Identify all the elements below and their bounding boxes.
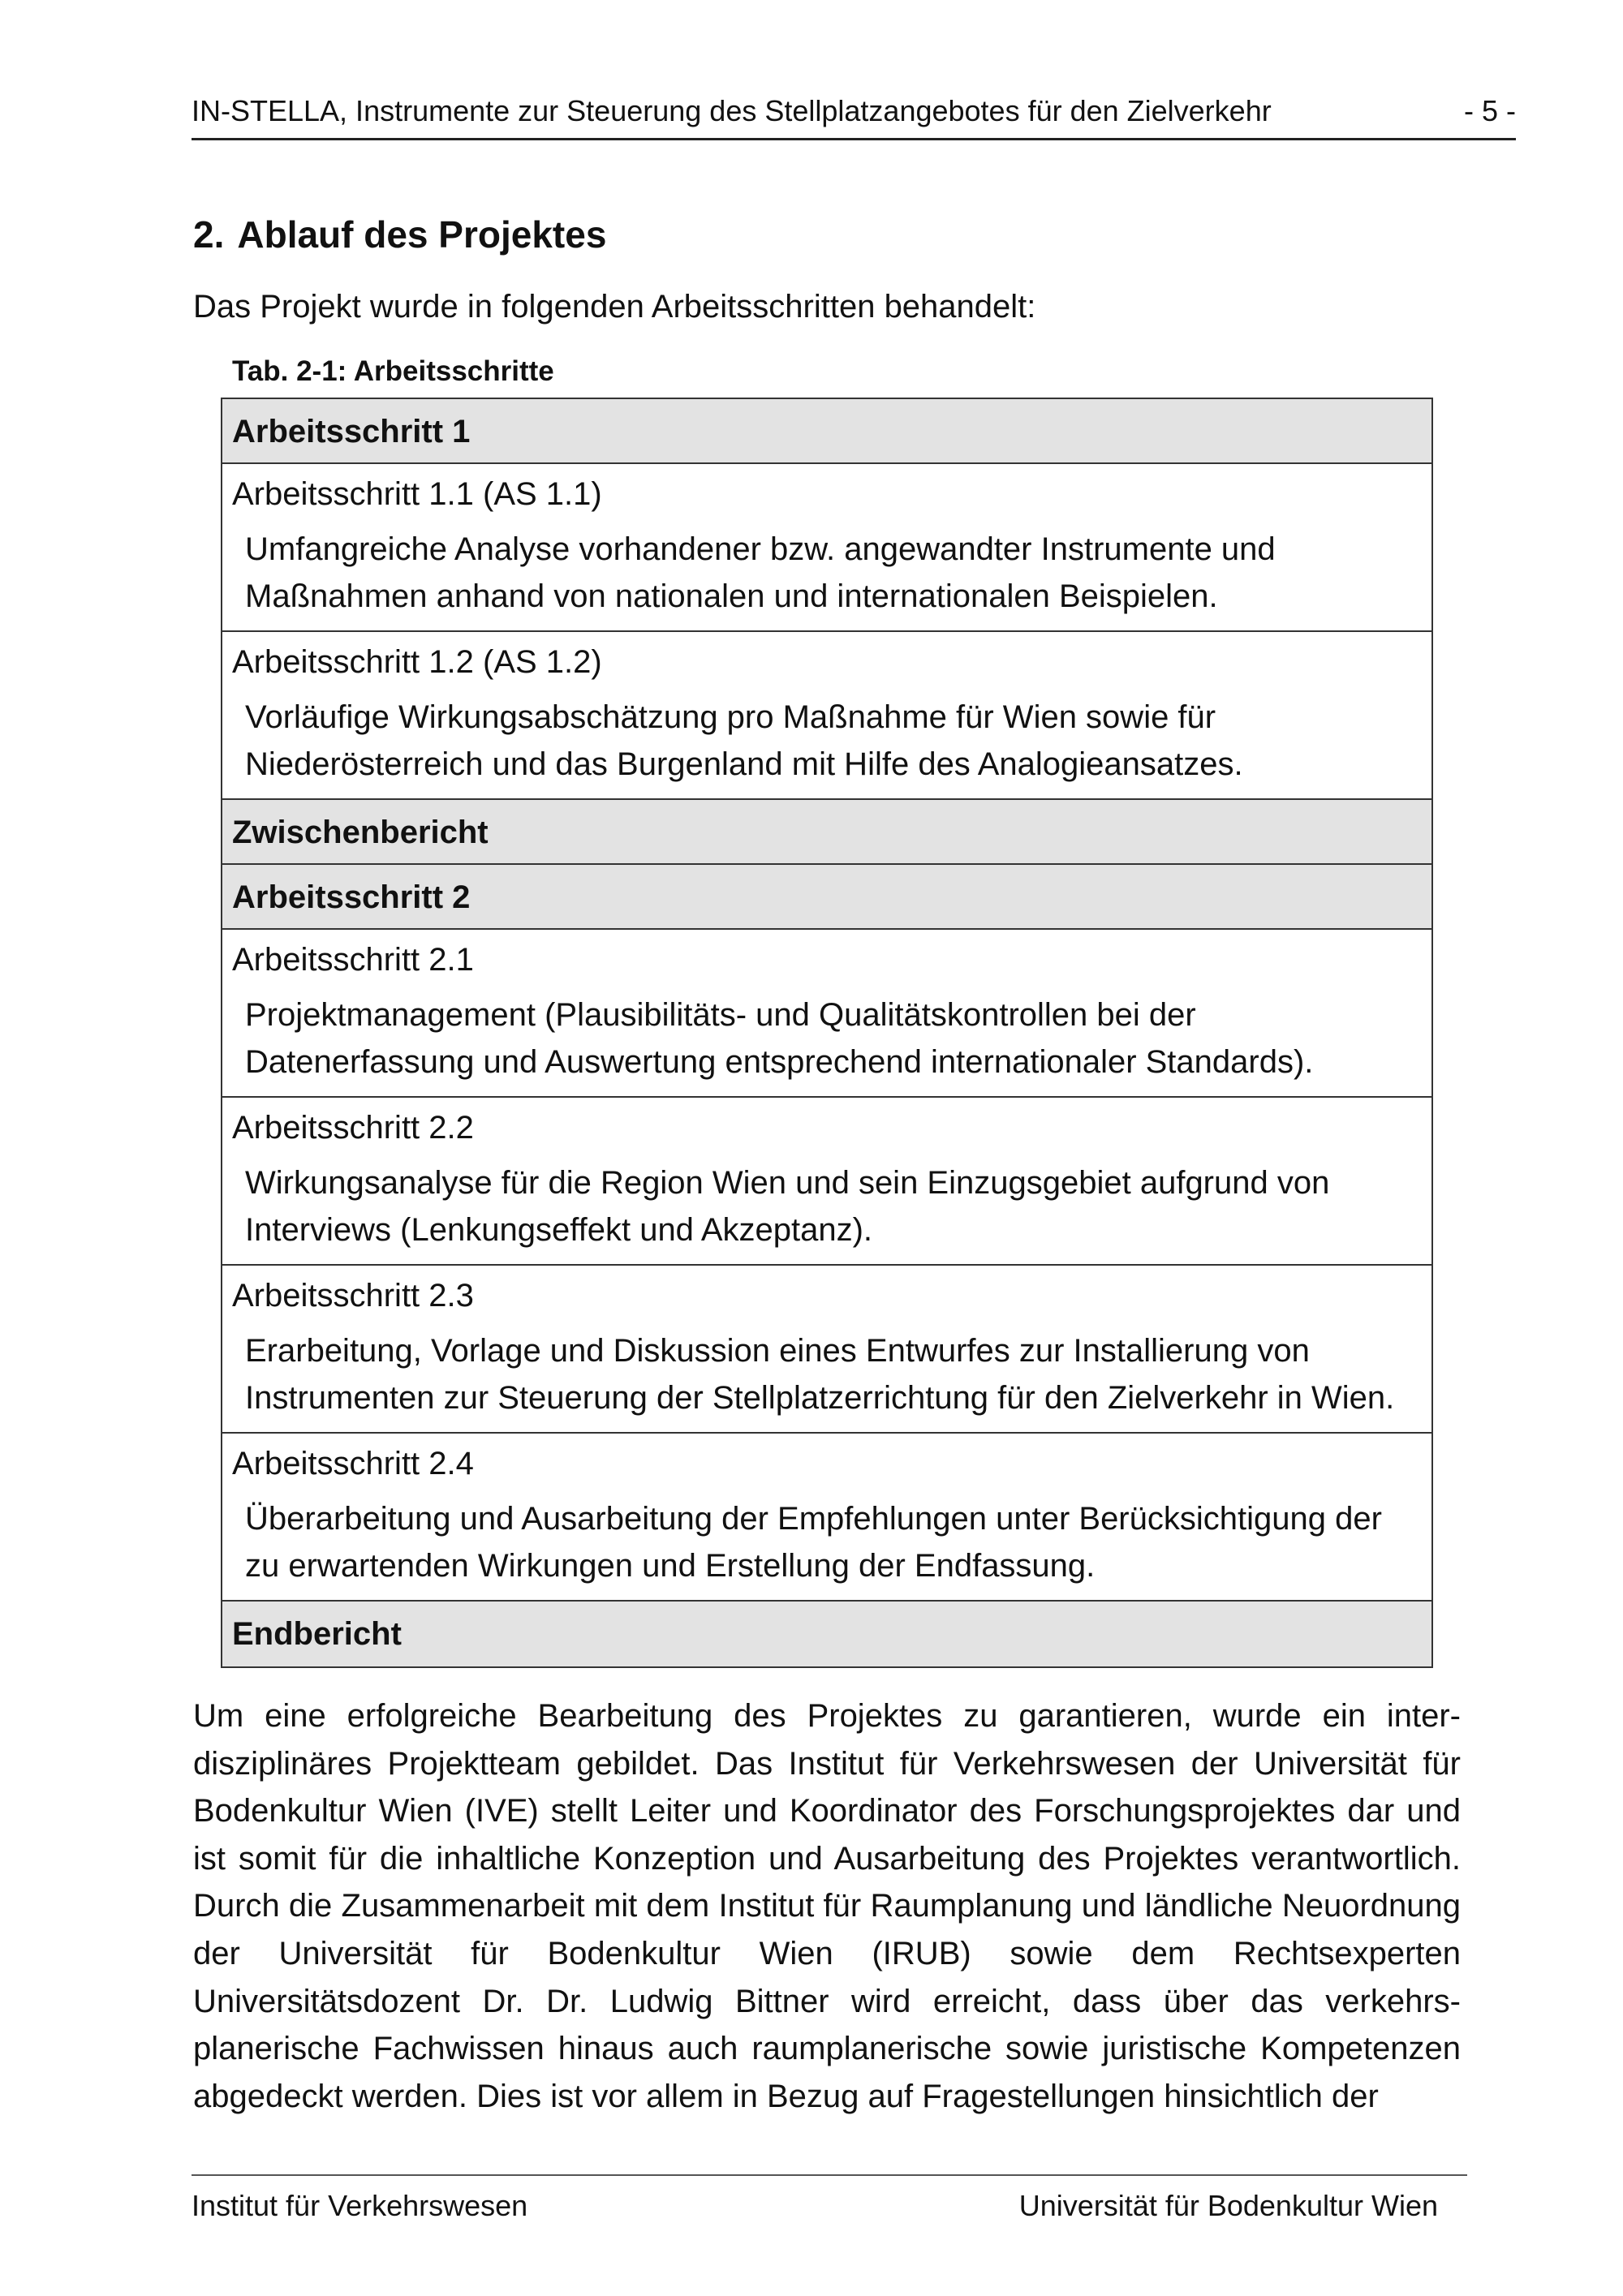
table-row-heading [222, 800, 1431, 865]
row-description: Wirkungsanalyse für die Region Wien und sein Einzugsgebiet aufgrund von Interviews (Lenkungseffekt und Akzeptanz). [245, 1165, 1330, 1248]
body-paragraph: Um eine erfolgreiche Bearbeitung des Projektes zu garantieren, wurde ein inter-disziplinäres Projektteam gebildet. Das Institut für Verkehrswesen der Universität für Bodenkultur Wien (IVE) stellt Leiter und Koordinator des Forschungsprojektes dar und ist somit für die inhaltliche Konzeption und Ausarbeitung des Projektes verantwortlich. Durch die Zusammenarbeit mit dem Institut für Raumplanung und ländliche Neuordnung der Universität für Bodenkultur Wien (IRUB) sowie dem Rechtsexperten Universitätsdozent Dr. Dr. Ludwig Bittner wird erreicht, dass über das verkehrs-planerische Fachwissen hinaus auch raumplanerische sowie juristische Kompetenzen abgedeckt werden. Dies ist vor allem in Bezug auf Fragestellungen hinsichtlich der [193, 1698, 1461, 2114]
row-label: Endbericht [232, 1616, 402, 1652]
row-label: Zwischenbericht [232, 815, 489, 850]
table-row [222, 632, 1431, 800]
table-caption: Tab. 2-1: Arbeitsschritte [232, 355, 554, 387]
row-label: Arbeitsschritt 2.4 [232, 1446, 474, 1481]
table-row [222, 1266, 1431, 1434]
row-description: Überarbeitung und Ausarbeitung der Empfehlungen unter Berücksichtigung der zu erwartenden Wirkungen und Erstellung der Endfassung. [245, 1501, 1382, 1584]
footer-right: Universität für Bodenkultur Wien [1018, 2189, 1438, 2222]
table-row [222, 464, 1431, 632]
table-row [222, 930, 1431, 1098]
row-label: Arbeitsschritt 1 [232, 414, 471, 449]
row-description: Erarbeitung, Vorlage und Diskussion eines Entwurfes zur Installierung von Instrumenten zur Steuerung der Stellplatzerrichtung für den Zielverkehr in Wien. [245, 1333, 1395, 1416]
page-number: - 5 - [1463, 94, 1516, 127]
table-row [222, 1434, 1431, 1602]
section-title [193, 213, 606, 256]
row-label: Arbeitsschritt 2.1 [232, 942, 474, 978]
page-header [192, 94, 1516, 140]
row-description: Umfangreiche Analyse vorhandener bzw. angewandter Instrumente und Maßnahmen anhand von nationalen und internationalen Beispielen. [245, 531, 1276, 614]
work-steps-table [221, 398, 1433, 1668]
section-title-text: Ablauf des Projektes [237, 213, 607, 256]
row-label: Arbeitsschritt 1.2 (AS 1.2) [232, 644, 602, 680]
header-title: IN-STELLA, Instrumente zur Steuerung des Stellplatzangebotes für den Zielverkehr [192, 94, 1272, 127]
row-label: Arbeitsschritt 2 [232, 879, 471, 915]
table-row [222, 1098, 1431, 1266]
table-row-heading [222, 399, 1431, 464]
row-description: Projektmanagement (Plausibilitäts- und Qualitätskontrollen bei der Datenerfassung und Auswertung entsprechend internationaler Standards). [245, 997, 1314, 1080]
intro-text: Das Projekt wurde in folgenden Arbeitsschritten behandelt: [193, 289, 1036, 325]
row-label: Arbeitsschritt 1.1 (AS 1.1) [232, 476, 602, 512]
footer-left: Institut für Verkehrswesen [192, 2189, 528, 2222]
table-row-heading [222, 865, 1431, 930]
row-label: Arbeitsschritt 2.2 [232, 1110, 474, 1146]
row-description: Vorläufige Wirkungsabschätzung pro Maßnahme für Wien sowie für Niederösterreich und das Burgenland mit Hilfe des Analogieansatzes. [245, 699, 1243, 782]
page-footer [192, 2174, 1467, 2223]
table-row-heading [222, 1602, 1431, 1666]
section-number: 2. [193, 213, 225, 256]
row-label: Arbeitsschritt 2.3 [232, 1278, 474, 1314]
